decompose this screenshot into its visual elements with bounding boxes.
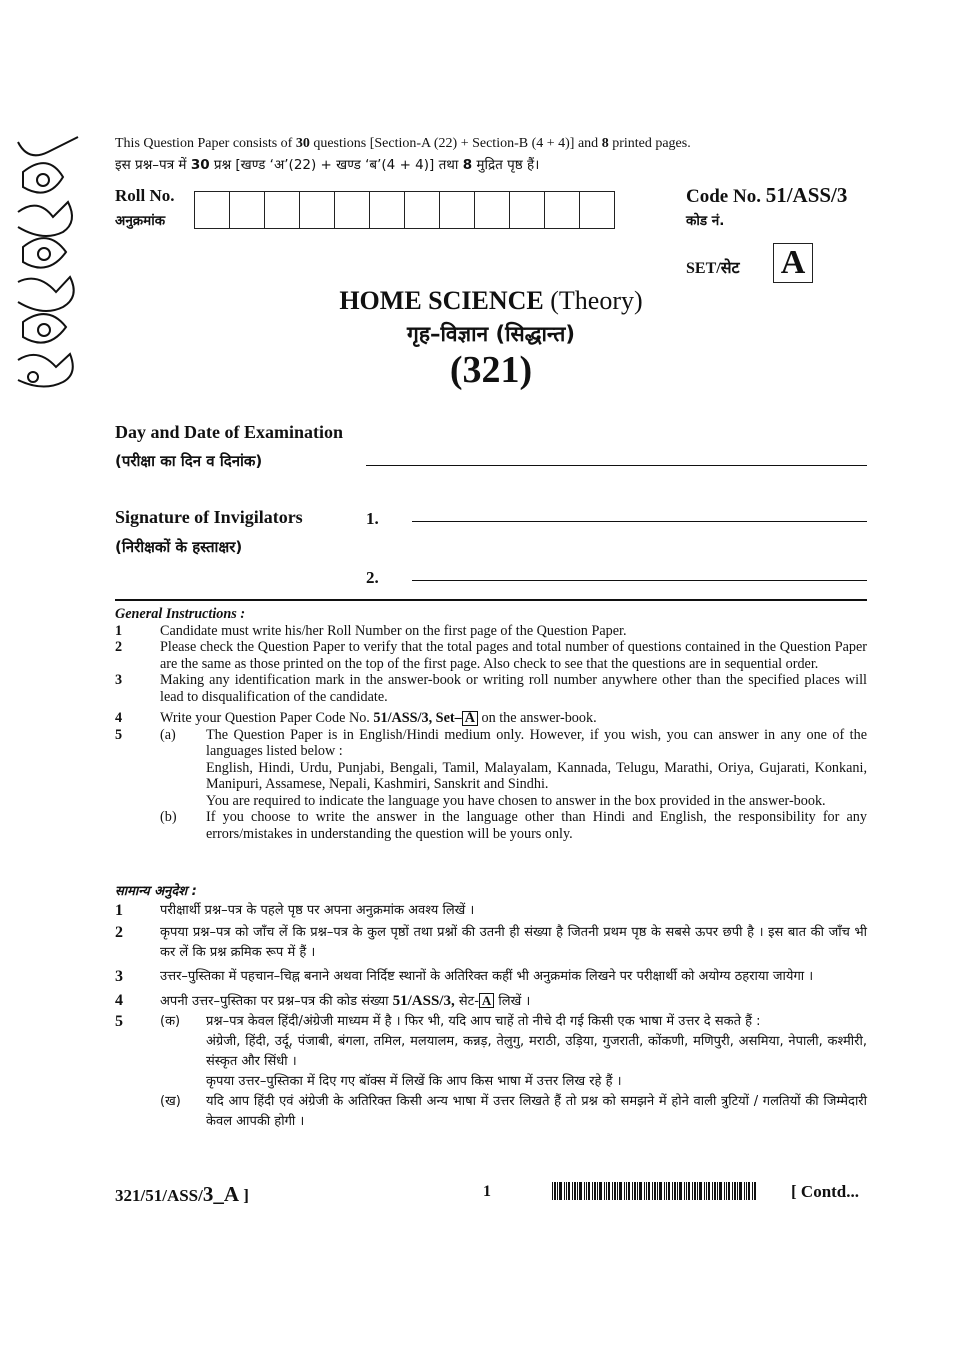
barcode-bar — [684, 1182, 685, 1200]
barcode-bar — [592, 1182, 593, 1200]
day-date-line[interactable] — [366, 465, 867, 466]
barcode-bar — [694, 1182, 696, 1200]
barcode-bar — [699, 1182, 702, 1200]
barcode-bar — [677, 1182, 678, 1200]
roll-box[interactable] — [474, 191, 510, 229]
set-box: A — [773, 243, 813, 283]
day-date-label: Day and Date of Examination — [115, 422, 344, 442]
instructions-heading: General Instructions : — [115, 606, 246, 622]
roll-box[interactable] — [509, 191, 545, 229]
barcode-bar — [608, 1182, 610, 1200]
instruction-item: 3 Making any identification mark in the answer-book or writing roll number anywhere other than the specified places will lead to disqualification of the candidate. — [115, 672, 867, 705]
barcode-bar — [577, 1182, 578, 1200]
barcode-bar — [648, 1182, 650, 1200]
barcode-bar — [739, 1182, 742, 1200]
barcode-bar — [659, 1182, 662, 1200]
subject-code: (321) — [449, 349, 533, 391]
instruction-item: (b) If you choose to write the answer in the language other than Hindi and English, the responsibility for any errors/mistakes in understanding the question will be yours only. — [160, 809, 867, 842]
barcode-bar — [734, 1182, 736, 1200]
barcode-bar — [614, 1182, 616, 1200]
barcode-bar — [708, 1182, 710, 1200]
barcode-bar — [584, 1182, 585, 1200]
barcode-bar — [557, 1182, 558, 1200]
barcode-bar — [628, 1182, 630, 1200]
sig1-number: 1. — [366, 509, 379, 528]
barcode-bar — [744, 1182, 745, 1200]
paper-consists-en: This Question Paper consists of 30 questions [Section-A (22) + Section-B (4 + 4)] and 8 printed pages. — [115, 136, 691, 151]
barcode-bar — [706, 1182, 707, 1200]
barcode-bar — [652, 1182, 653, 1200]
barcode-bar — [586, 1182, 587, 1200]
barcode-bar — [654, 1182, 656, 1200]
barcode-bar — [612, 1182, 613, 1200]
barcode-bar — [554, 1182, 556, 1200]
barcode-bar — [712, 1182, 713, 1200]
barcode-bar — [564, 1182, 565, 1200]
roll-box[interactable] — [264, 191, 300, 229]
barcode-bar — [657, 1182, 658, 1200]
barcode-bar — [674, 1182, 676, 1200]
instruction-item-hi: 4 अपनी उत्तर–पुस्तिका पर प्रश्न–पत्र की कोड संख्या 51/ASS/3, सेट- A लिखें । — [115, 992, 531, 1009]
barcode-bar — [668, 1182, 670, 1200]
barcode-bar — [604, 1182, 605, 1200]
roll-box[interactable] — [404, 191, 440, 229]
paper-consists-hi: इस प्रश्न–पत्र में 30 प्रश्न [खण्ड ‘अ’(22) + खण्ड ‘ब’(4 + 4)] तथा 8 मुद्रित पृष्ठ हैं। — [115, 157, 540, 173]
code-number: Code No. 51/ASS/3 — [686, 183, 848, 207]
roll-box[interactable] — [229, 191, 265, 229]
roll-box[interactable] — [299, 191, 335, 229]
barcode-bar — [566, 1182, 567, 1200]
section-divider — [115, 599, 867, 601]
barcode-bar — [626, 1182, 627, 1200]
barcode-bar — [686, 1182, 687, 1200]
footer-paper-code: 321/51/ASS/3_A ] — [115, 1182, 249, 1206]
barcode-bar — [597, 1182, 598, 1200]
instruction-item-hi: 3 उत्तर–पुस्तिका में पहचान–चिह्न बनाने अथवा निर्दिष्ट स्थानों के अतिरिक्त कहीं भी अनुक्रमांक लिखने पर परीक्षार्थी को अयोग्य ठहराया जायेगा । — [115, 968, 814, 985]
barcode-bar — [719, 1182, 722, 1200]
set-label: SET/सेट — [686, 260, 740, 277]
barcode-bar — [697, 1182, 698, 1200]
barcode-bar — [672, 1182, 673, 1200]
barcode-bar — [728, 1182, 730, 1200]
barcode-bar — [724, 1182, 725, 1200]
barcode-icon — [552, 1182, 760, 1200]
day-date-label-hi: (परीक्षा का दिन व दिनांक) — [115, 452, 263, 470]
barcode-bar — [619, 1182, 622, 1200]
sig1-line[interactable] — [412, 521, 867, 522]
roll-box[interactable] — [439, 191, 475, 229]
barcode-bar — [692, 1182, 693, 1200]
barcode-bar — [717, 1182, 718, 1200]
signature-label: Signature of Invigilators — [115, 507, 303, 527]
sig2-line[interactable] — [412, 580, 867, 581]
barcode-bar — [552, 1182, 553, 1200]
instruction-item: 1 Candidate must write his/her Roll Number on the first page of the Question Paper. — [115, 622, 627, 639]
barcode-bar — [666, 1182, 667, 1200]
barcode-bar — [679, 1182, 682, 1200]
barcode-bar — [594, 1182, 596, 1200]
barcode-bar — [704, 1182, 705, 1200]
barcode-bar — [748, 1182, 750, 1200]
subject-title-hi: गृह–विज्ञान (सिद्धान्त) — [407, 322, 575, 346]
roll-box[interactable] — [544, 191, 580, 229]
barcode-bar — [588, 1182, 590, 1200]
barcode-bar — [617, 1182, 618, 1200]
barcode-bar — [746, 1182, 747, 1200]
barcode-bar — [732, 1182, 733, 1200]
barcode-bar — [632, 1182, 633, 1200]
roll-label-hi: अनुक्रमांक — [115, 213, 166, 229]
instruction-item: 5 (a) The Question Paper is in English/Hindi medium only. However, if you wish, you can answer in any one of the languages listed below : English, Hindi, Urdu, Punjabi, Bengali, Tamil, Malayalam, Kannada, Telugu, Marathi, Oriya, Gujarati, Konkani, Manipuri, Assamese, Nepali, Kashmiri, Sanskrit and Sindhi. You are required to indicate the language you have chosen to answer in the box provided in the answer-book. — [115, 726, 867, 809]
roll-box[interactable] — [334, 191, 370, 229]
barcode-bar — [737, 1182, 738, 1200]
barcode-bar — [688, 1182, 690, 1200]
instruction-item: 2 Please check the Question Paper to verify that the total pages and total number of questions contained in the Question Paper are the same as those printed on the top of the first page. Also check to see that the questions are in sequential order. — [115, 639, 867, 672]
barcode-bar — [559, 1182, 562, 1200]
subject-title: HOME SCIENCE (Theory) — [339, 286, 643, 315]
sig2-number: 2. — [366, 568, 379, 587]
contd-label: [ Contd... — [791, 1182, 860, 1201]
barcode-bar — [599, 1182, 602, 1200]
general-instructions-hi — [115, 882, 867, 1132]
barcode-bar — [634, 1182, 636, 1200]
signature-label-hi: (निरीक्षकों के हस्ताक्षर) — [115, 538, 243, 556]
barcode-bar — [714, 1182, 716, 1200]
barcode-bar — [644, 1182, 645, 1200]
barcode-bar — [624, 1182, 625, 1200]
barcode-bar — [726, 1182, 727, 1200]
roll-number-boxes[interactable] — [195, 191, 615, 229]
instruction-item-hi: 5 (क) प्रश्न–पत्र केवल हिंदी/अंग्रेजी माध्यम में है । फिर भी, यदि आप चाहें तो नीचे दी गई किसी एक भाषा में उत्तर दे सकते हैं : अंग्रेजी, हिंदी, उर्दू, पंजाबी, बंगला, तमिल, मलयालम, कन्नड़, तेलुगु, मराठी, उड़िया, गुजराती, कोंकणी, मणिपुरी, असमिया, नेपाली, कश्मीरी, संस्कृत और सिंधी । कृपया उत्तर–पुस्तिका में दिए गए बॉक्स में लिखें कि आप किस भाषा में उत्तर लिख रहे हैं । — [115, 1013, 867, 1089]
instruction-item-hi: 2 कृपया प्रश्न–पत्र को जाँच लें कि प्रश्न–पत्र के कुल पृष्ठों तथा प्रश्नों की उतनी ही संख्या है जितनी प्रथम पृष्ठ के सबसे ऊपर छपी है । इस बात की जाँच भी कर लें कि प्रश्न क्रमिक रूप में हैं । — [115, 924, 867, 960]
general-instructions-en — [115, 606, 867, 842]
barcode-bar — [568, 1182, 570, 1200]
instruction-item-hi: (ख) यदि आप हिंदी एवं अंग्रेजी के अतिरिक्त किसी अन्य भाषा में उत्तर लिखते हैं तो प्रश्न को समझने में होने वाली त्रुटियों / गलतियों की जिम्मेदारी केवल आपकी होगी । — [160, 1094, 867, 1129]
roll-box[interactable] — [194, 191, 230, 229]
roll-box[interactable] — [579, 191, 615, 229]
instructions-heading-hi: सामान्य अनुदेश : — [115, 884, 197, 899]
code-label-hi: कोड नं. — [686, 213, 725, 229]
instruction-item: 4 Write your Question Paper Code No. 51/ASS/3, Set– A on the answer-book. — [115, 710, 597, 726]
page-number: 1 — [483, 1183, 491, 1200]
barcode-bar — [637, 1182, 638, 1200]
instruction-item-hi: 1 परीक्षार्थी प्रश्न–पत्र के पहले पृष्ठ पर अपना अनुक्रमांक अवश्य लिखें । — [115, 902, 475, 919]
barcode-bar — [646, 1182, 647, 1200]
barcode-bar — [664, 1182, 665, 1200]
barcode-bar — [579, 1182, 582, 1200]
roll-label: Roll No. — [115, 186, 175, 205]
roll-box[interactable] — [369, 191, 405, 229]
barcode-bar — [606, 1182, 607, 1200]
barcode-bar — [754, 1182, 756, 1200]
barcode-bar — [574, 1182, 576, 1200]
barcode-bar — [572, 1182, 573, 1200]
barcode-bar — [639, 1182, 642, 1200]
barcode-bar — [752, 1182, 753, 1200]
